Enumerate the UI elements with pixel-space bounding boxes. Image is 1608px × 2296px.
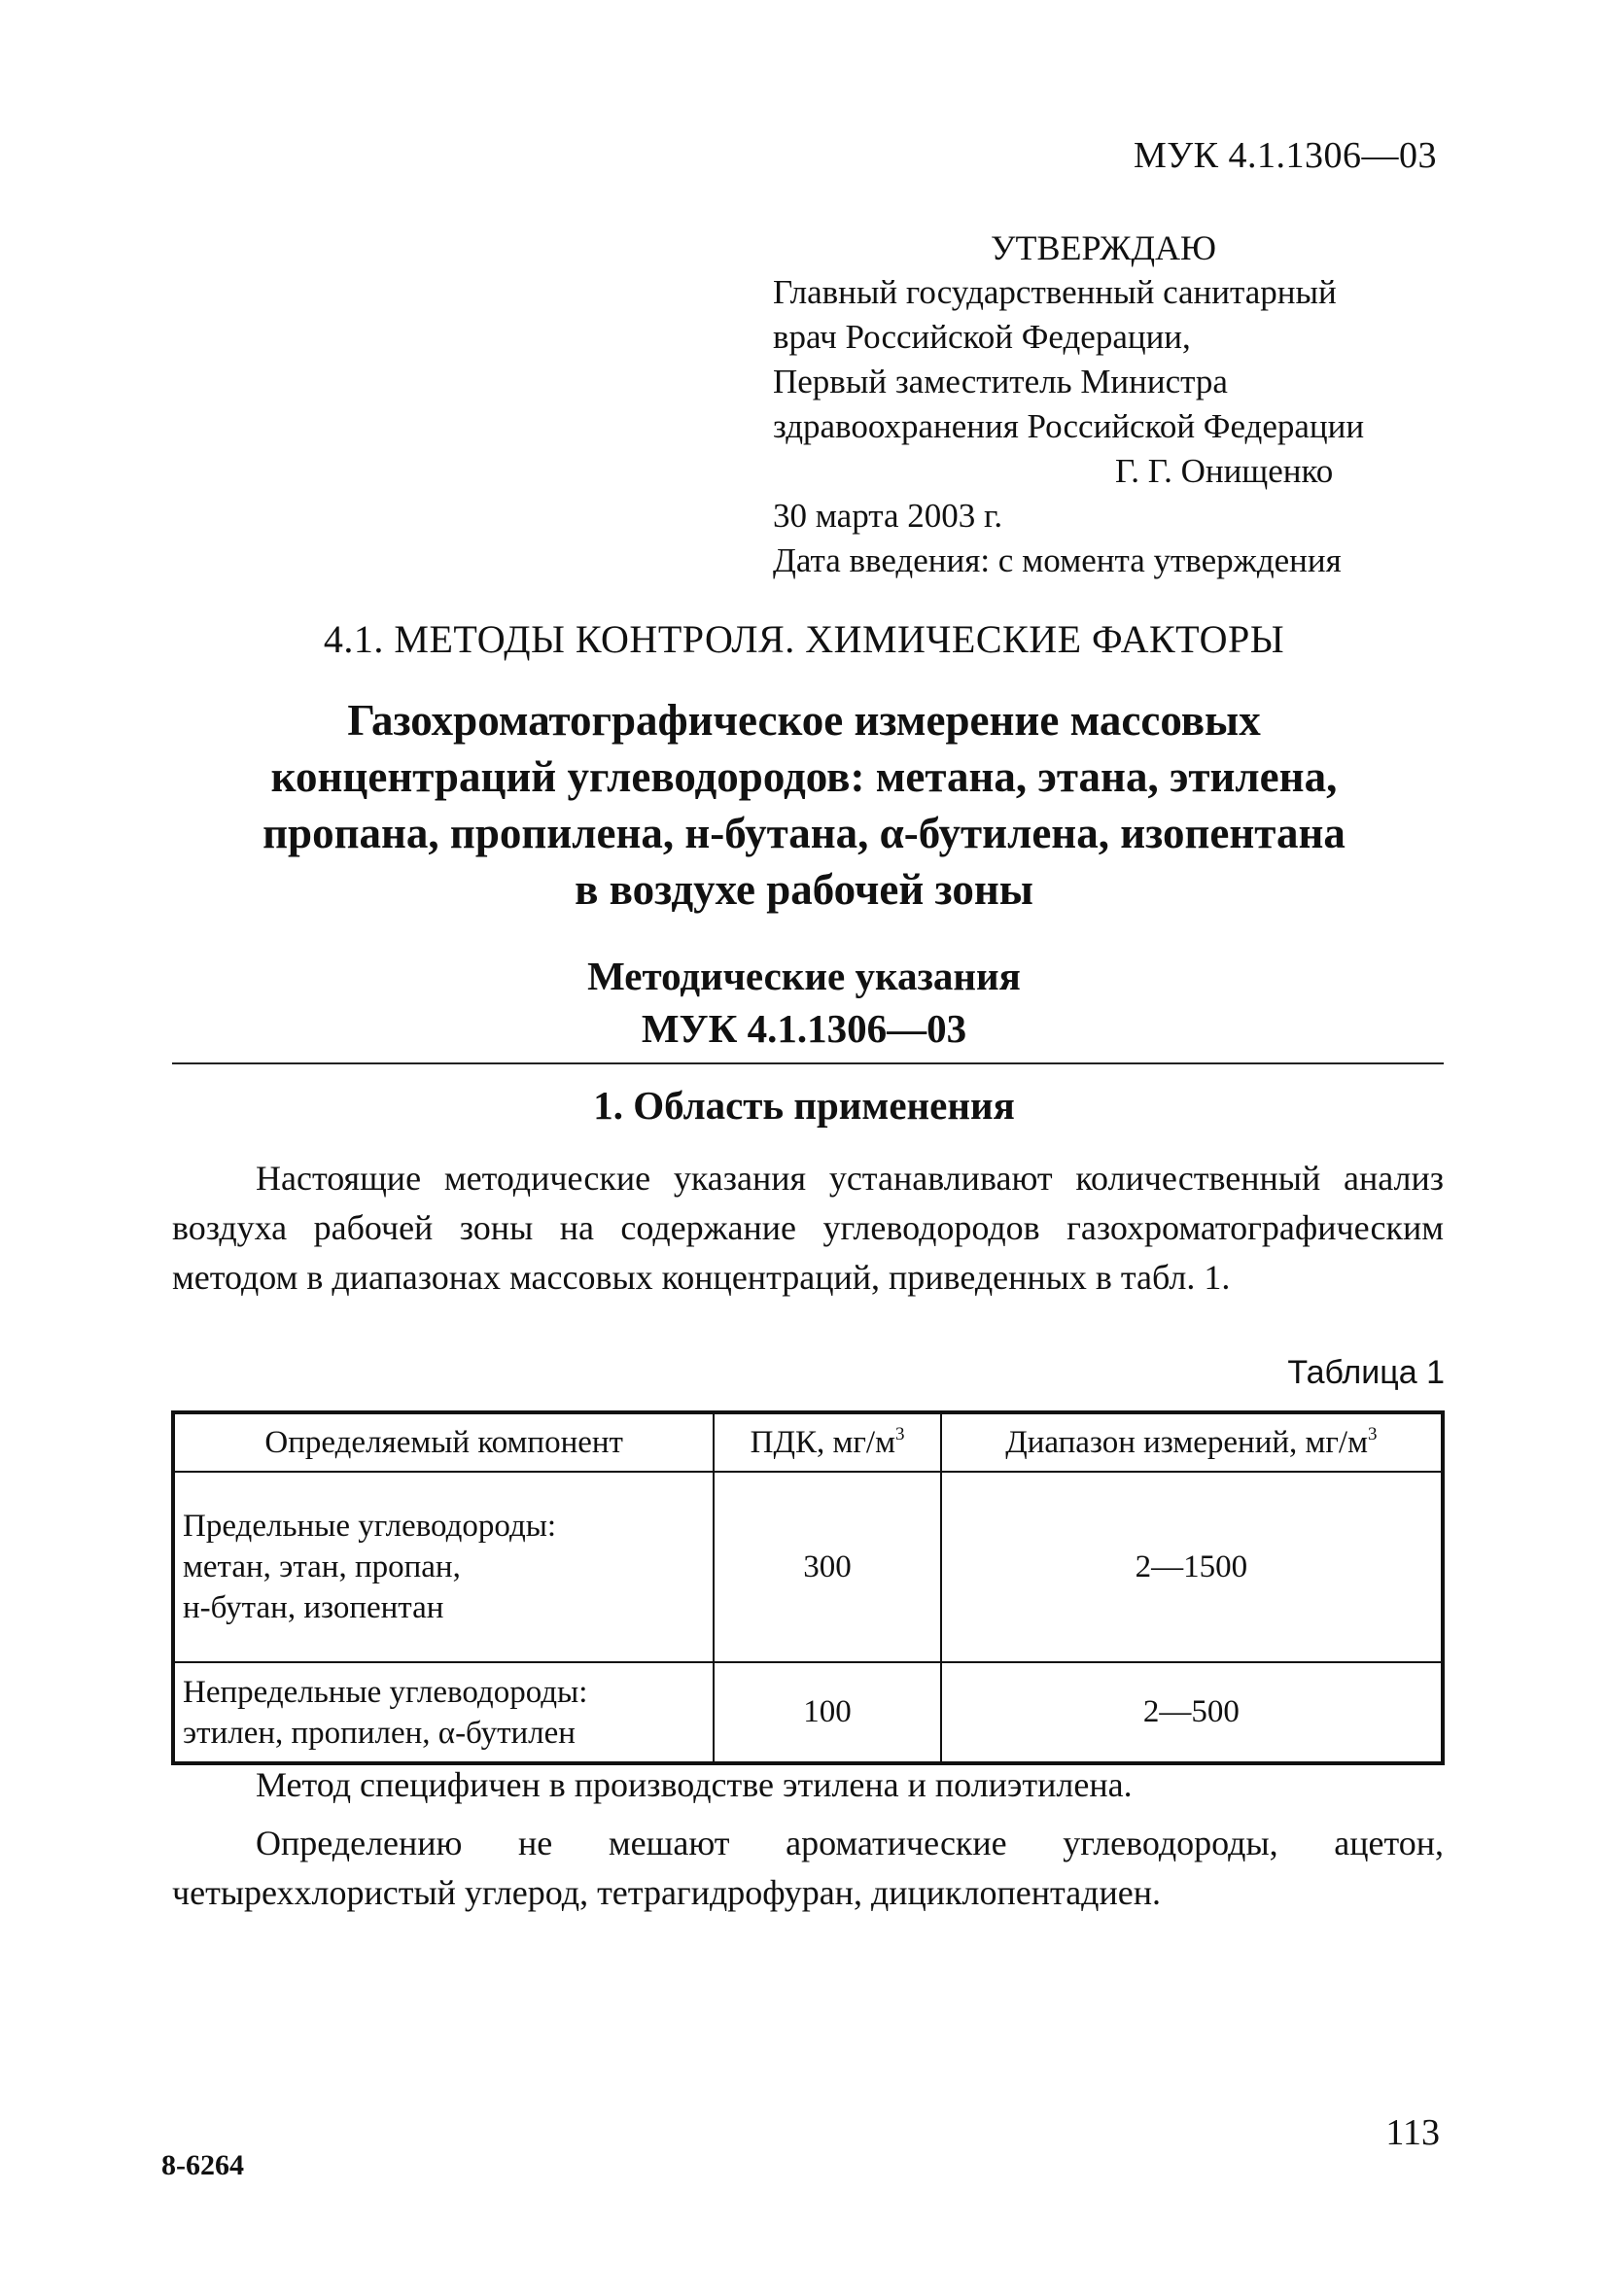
page-number: 113 — [1385, 2112, 1440, 2153]
component-cell: Непредельные углеводороды: этилен, пропилен, α-бутилен — [173, 1662, 714, 1763]
title-line: в воздухе рабочей зоны — [575, 865, 1033, 914]
paragraph-text: Настоящие методические указания устанавливают количественный анализ воздуха рабочей зоны на содержание углеводородов газохроматографическим методом в диапазонах массовых концентраций, приведенных в табл. 1. — [172, 1159, 1444, 1297]
approval-line: врач Российской Федерации, — [773, 318, 1191, 356]
table-row — [173, 1472, 1443, 1662]
header-range: Диапазон измерений, $мг/м^3$ — [941, 1412, 1443, 1472]
approval-line: Первый заместитель Министра — [773, 363, 1228, 400]
after-table-text — [172, 1760, 1444, 1927]
title-line: пропана, пропилена, н-бутана, α-бутилена, изопентана — [262, 809, 1346, 857]
signatory-name: Г. Г. Онищенко — [1115, 452, 1334, 490]
header-component: Определяемый компонент — [173, 1412, 714, 1472]
effective-date: Дата введения: с момента утверждения — [773, 541, 1342, 579]
horizontal-rule — [172, 1062, 1444, 1064]
title-line: Газохроматографическое измерение массовых — [347, 696, 1261, 745]
table-caption: Таблица 1 — [1287, 1354, 1445, 1391]
approval-date: 30 марта 2003 г. — [773, 497, 1003, 535]
paragraph: Метод специфичен в производстве этилена и полиэтилена. — [256, 1765, 1133, 1804]
range-cell: 2—500 — [941, 1662, 1443, 1763]
doc-type-code: МУК 4.1.1306—03 — [641, 1006, 967, 1051]
section-heading: 1. Область применения — [593, 1083, 1015, 1128]
scope-paragraph — [172, 1154, 1444, 1303]
table-row — [173, 1662, 1443, 1763]
approval-block — [773, 226, 1453, 583]
approval-line: здравоохранения Российской Федерации — [773, 407, 1365, 445]
document-title — [146, 692, 1462, 918]
doc-type-label: Методические указания — [587, 954, 1021, 998]
print-code: 8-6264 — [161, 2149, 244, 2181]
pdk-cell: 300 — [714, 1472, 940, 1662]
component-cell: Предельные углеводороды: метан, этан, пропан, н-бутан, изопентан — [173, 1472, 714, 1662]
table-header-row — [173, 1412, 1443, 1472]
title-line: концентраций углеводородов: метана, этана, этилена, — [270, 752, 1338, 801]
paragraph: Определению не мешают ароматические углеводороды, ацетон, четыреххлористый углерод, тетрагидрофуран, дициклопентадиен. — [172, 1824, 1444, 1912]
range-cell: 2—1500 — [941, 1472, 1443, 1662]
document-code: МУК 4.1.1306—03 — [1133, 135, 1437, 176]
document-type — [0, 950, 1608, 1055]
section-title: 4.1. МЕТОДЫ КОНТРОЛЯ. ХИМИЧЕСКИЕ ФАКТОРЫ — [323, 617, 1285, 661]
header-pdk: ПДК, $мг/м^3$ — [714, 1412, 940, 1472]
components-table — [171, 1410, 1445, 1765]
pdk-cell: 100 — [714, 1662, 940, 1763]
approval-line: Главный государственный санитарный — [773, 273, 1337, 311]
approval-heading: УТВЕРЖДАЮ — [991, 228, 1217, 267]
